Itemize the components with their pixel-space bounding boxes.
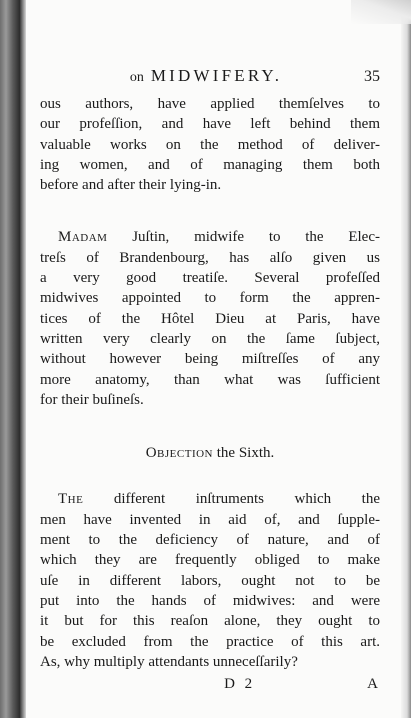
text-line: ing women, and of managing them both [40,156,380,173]
page-footer [40,674,380,694]
section-heading-rest: the Sixth. [216,445,275,462]
text-line: written very clearly on the ſame ſubject, [40,330,380,347]
lead-word: Madam [58,229,108,246]
text-line: without however being miſtreſſes of any [40,351,380,368]
catchword: A [367,676,378,693]
first-line-rest: different inſtruments which the [113,491,380,508]
text-line: a very good treatiſe. Several profeſſed [40,270,380,287]
paragraph-1 [40,94,380,195]
paragraph-3 [40,489,380,672]
page-right-edge [401,0,411,718]
signature-mark: D 2 [224,676,256,693]
text-line: midwives appointed to form the appren- [40,290,380,307]
text-line: be excluded from the practice of this art. [40,633,380,650]
paragraph-2 [40,227,380,410]
book-spine-shadow [0,0,20,718]
text-line: men have invented in aid of, and ſupple- [40,511,380,528]
text-line: more anatomy, than what was ſufficient [40,371,380,388]
text-line: which they are frequently obliged to make [40,552,380,569]
text-line: ous authors, have applied themſelves to [40,96,380,112]
text-line [40,227,380,247]
text-line: for their buſineſs. [40,391,144,408]
text-line: valuable works on the method of deliver- [40,136,380,153]
text-line: uſe in different labors, ought not to be [40,572,380,589]
running-header-prefix: on [129,70,144,85]
text-line: As, why multiply attendants unneceſſarily? [40,653,298,670]
text-line: it but for this reaſon alone, they ought to [40,613,380,630]
page-text-block [40,66,380,694]
text-line: treſs of Brandenbourg, has alſo given us [40,249,380,266]
section-heading [40,443,380,463]
text-line: tices of the Hôtel Dieu at Paris, have [40,310,380,327]
section-heading-lead: Objection [145,445,213,462]
text-line: put into the hands of midwives: and were [40,592,380,609]
first-line-rest: Juſtin, midwife to the Elec- [132,229,380,246]
lead-word: The [58,491,84,508]
page-corner-shadow [351,0,411,24]
page-number: 35 [364,68,380,85]
text-line: ment to the deficiency of nature, and of [40,532,380,549]
text-line [40,489,380,509]
text-line: before and after their lying-in. [40,177,222,194]
running-header-title: MIDWIFERY. [150,66,283,85]
gutter-edge [20,0,26,718]
text-line: our profeſſion, and have left behind them [40,116,380,133]
running-header [40,66,380,94]
